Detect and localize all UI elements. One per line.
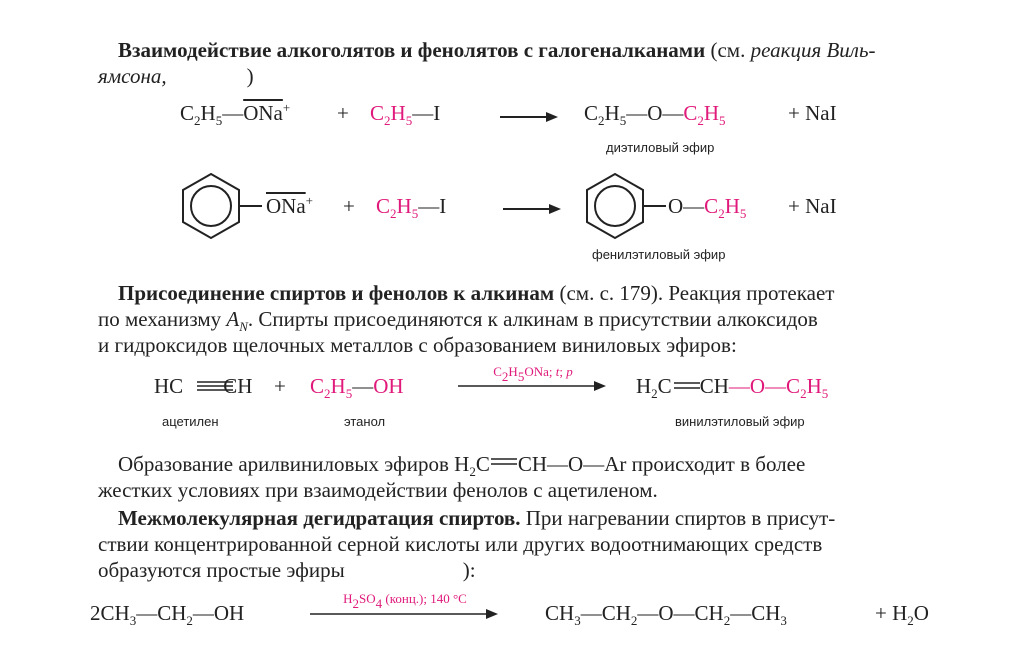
section1-line2 bbox=[98, 64, 254, 89]
section1-ref-close: ) bbox=[246, 64, 254, 88]
eq2-plus: + bbox=[343, 194, 355, 218]
section1-ref-italic: реакция Виль- bbox=[750, 38, 876, 62]
section2-heading: Присоединение спиртов и фенолов к алкинам bbox=[118, 281, 555, 305]
eq2-arrow bbox=[503, 204, 563, 214]
section2-line1 bbox=[118, 281, 834, 306]
eq4-water: + $H_2O$ bbox=[875, 601, 929, 628]
section4-line3: образуются простые эфиры ): bbox=[98, 558, 476, 582]
eq2-product: $O—C_2H_5$ bbox=[668, 194, 747, 221]
caption-ethanol: этанол bbox=[344, 414, 386, 429]
eq2-caption: фенилэтиловый эфир bbox=[592, 247, 726, 262]
eq4-arrow bbox=[310, 609, 500, 619]
eq3-ethanol: $C_2H_5—OH$ bbox=[310, 374, 404, 401]
double-bond bbox=[673, 382, 701, 390]
eq2-reactant1: $\overline{ONa}^+$ bbox=[266, 193, 313, 218]
section2-text1: (см. с. 179). Реакция протекает bbox=[554, 281, 835, 305]
eq3-product: $H_2C$ $CH—O—C_2H_5$ bbox=[636, 374, 829, 401]
eq1-reactant2: $C_2H_5—I$ bbox=[370, 101, 441, 128]
eq3-acetylene: HC CH bbox=[154, 374, 253, 398]
eq3-arrow bbox=[458, 381, 608, 391]
eq4-reactant: $2CH_3—CH_2—OH$ bbox=[90, 601, 245, 628]
caption-acetylene: ацетилен bbox=[162, 414, 219, 429]
eq4-condition: $H_2SO_4$ (конц.); 140 °C bbox=[343, 591, 467, 611]
section3-line1: Образование арилвиниловых эфиров $H_2C$ CH—O—Ar происходит в более bbox=[118, 452, 806, 479]
eq1-plus: + bbox=[337, 101, 349, 125]
eq2-nai: + NaI bbox=[788, 194, 837, 218]
eq1-arrow bbox=[500, 112, 560, 122]
triple-bond bbox=[195, 380, 235, 392]
eq3-plus: + bbox=[274, 374, 286, 398]
eq3-condition: $C_2H_5ONa$; t; p bbox=[493, 364, 573, 384]
section4-line2: ствии концентрированной серной кислоты или других водоотнимающих средств bbox=[98, 532, 823, 556]
section1-heading: Взаимодействие алкоголятов и фенолятов с галогеналканами bbox=[118, 38, 706, 62]
section2-line3: и гидроксидов щелочных металлов с образованием виниловых эфиров: bbox=[98, 333, 737, 357]
section1-heading-line bbox=[118, 38, 876, 63]
section2-line2: по механизму $A_N$. Спирты присоединяются к алкинам в присутствии алкоксидов bbox=[98, 307, 818, 334]
section1-ref-line2: ямсона, bbox=[98, 64, 167, 88]
eq4-product: $CH_3—CH_2—O—CH_2—CH_3$ bbox=[545, 601, 787, 628]
eq1-product: $C_2H_5—O—C_2H_5$ bbox=[584, 101, 726, 128]
eq2-reactant2: $C_2H_5—I$ bbox=[376, 194, 447, 221]
benzene-ring-icon bbox=[176, 172, 246, 242]
benzene-ring-product-icon bbox=[580, 172, 650, 242]
caption-vinyl-ether: винилэтиловый эфир bbox=[675, 414, 805, 429]
section4-text1: При нагревании спиртов в присут- bbox=[520, 506, 836, 530]
eq1-reactant1: $C_2H_5—\overline{ONa}^+$ bbox=[180, 100, 291, 128]
eq1-caption: диэтиловый эфир bbox=[606, 140, 715, 155]
section4-line1 bbox=[118, 506, 835, 531]
eq1-nai: + NaI bbox=[788, 101, 837, 125]
section4-heading: Межмолекулярная дегидратация спиртов. bbox=[118, 506, 521, 530]
section1-ref-pre: (см. bbox=[705, 38, 751, 62]
section3-line2: жестких условиях при взаимодействии фенолов с ацетиленом. bbox=[98, 478, 658, 502]
